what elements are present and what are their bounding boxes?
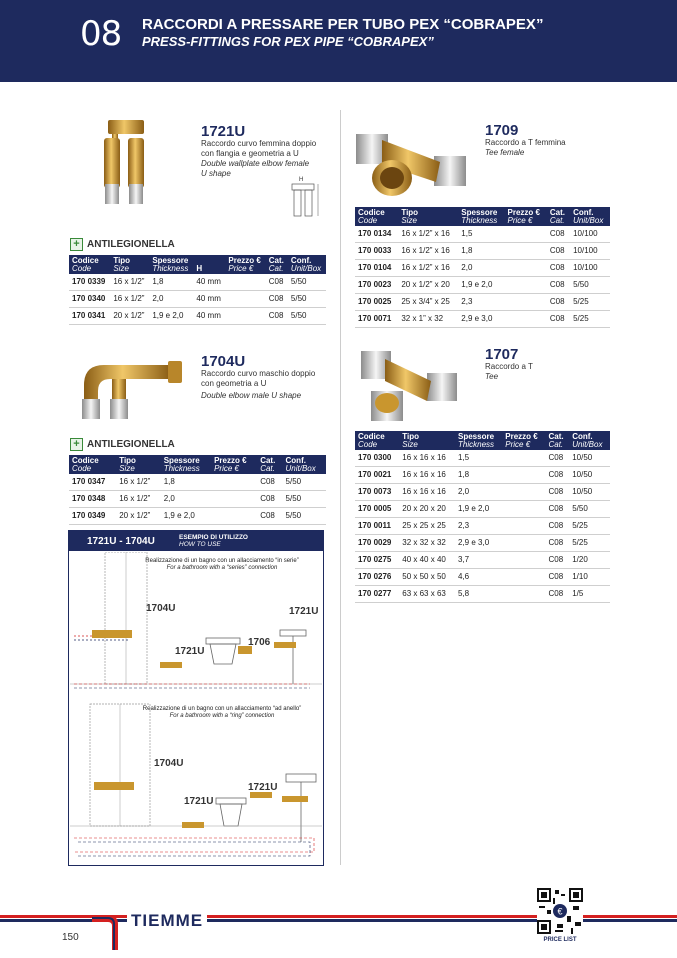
table-cell: 40 mm <box>193 291 225 308</box>
table-cell: C08 <box>547 260 570 277</box>
table-cell: 2,9 e 3,0 <box>458 311 504 328</box>
table-row <box>69 474 326 491</box>
table-row <box>355 450 610 467</box>
table-cell: C08 <box>266 291 288 308</box>
table-cell: 2,3 <box>455 518 502 535</box>
table-cell: 63 x 63 x 63 <box>399 586 455 603</box>
label-1704u-series: 1704U <box>146 603 176 614</box>
table-cell: 16 x 16 x 16 <box>399 450 455 467</box>
table-cell: C08 <box>257 508 282 525</box>
page-number: 150 <box>62 932 79 943</box>
label-1721u-ring-right: 1721U <box>248 782 278 793</box>
table-row <box>355 501 610 518</box>
table-cell: 170 0347 <box>69 474 116 491</box>
price-list-label: PRICE LIST <box>543 937 577 943</box>
table-cell: 170 0005 <box>355 501 399 518</box>
column-header-sublabel: Code <box>358 216 378 225</box>
table-cell: 25 x 3/4” x 25 <box>398 294 458 311</box>
table-cell: 170 0275 <box>355 552 399 569</box>
column-header <box>116 455 161 474</box>
table-cell: 5/50 <box>569 501 610 518</box>
column-header-label: Spessore <box>163 456 200 465</box>
usage-title-bar <box>69 531 323 551</box>
table-cell: 1,5 <box>458 226 504 243</box>
table-row <box>355 226 610 243</box>
table-1709 <box>355 207 610 328</box>
column-header-label: Conf. <box>572 432 593 441</box>
table-cell: 10/100 <box>570 260 610 277</box>
column-header-label: Conf. <box>573 208 594 217</box>
label-1706: 1706 <box>248 637 271 648</box>
table-1721u <box>69 255 326 325</box>
column-header-label: Spessore <box>461 208 498 217</box>
column-header-label: Tipo <box>119 456 136 465</box>
table-cell <box>211 508 257 525</box>
column-header-label: Cat. <box>548 432 564 441</box>
table-cell: C08 <box>257 491 282 508</box>
column-header-sublabel: Unit/Box <box>285 464 316 473</box>
table-cell: 1,9 e 2,0 <box>149 308 193 325</box>
table-row <box>355 311 610 328</box>
table-row <box>355 535 610 552</box>
label-1721u-ring-left: 1721U <box>184 796 214 807</box>
table-cell: 10/100 <box>570 243 610 260</box>
table-cell: 16 x 16 x 16 <box>399 484 455 501</box>
column-header <box>149 255 193 274</box>
table-cell: 50 x 50 x 50 <box>399 569 455 586</box>
table-cell <box>502 569 545 586</box>
table-cell: C08 <box>545 450 569 467</box>
column-header-sublabel: Thickness <box>163 464 200 473</box>
table-cell: 170 0341 <box>69 308 110 325</box>
product-title-1707: 1707 <box>485 346 519 363</box>
column-header <box>266 255 288 274</box>
column-header <box>502 431 545 450</box>
column-header-sublabel: Code <box>358 440 378 449</box>
table-cell: 20 x 1/2” <box>110 308 149 325</box>
table-cell: 40 x 40 x 40 <box>399 552 455 569</box>
product-desc-1721u <box>201 139 316 179</box>
column-header-label: Codice <box>72 256 99 265</box>
table-cell: 1,8 <box>149 274 193 291</box>
column-divider <box>340 110 341 865</box>
table-cell: 5/50 <box>288 291 326 308</box>
desc-it: Raccordo a T femmina <box>485 138 566 147</box>
table-cell <box>502 484 545 501</box>
column-header-sublabel: Code <box>72 464 92 473</box>
dimension-drawing-1721u <box>282 174 324 220</box>
table-cell: 170 0033 <box>355 243 398 260</box>
column-header-sublabel: Unit/Box <box>573 216 604 225</box>
table-cell <box>502 501 545 518</box>
product-image-1721u <box>90 118 180 208</box>
table-cell: 16 x 1/2” <box>110 274 149 291</box>
page-header <box>0 0 677 82</box>
caption-series-en: For a bathroom with a “series” connection <box>166 565 278 571</box>
table-cell: 170 0340 <box>69 291 110 308</box>
desc-en-line1: Double wallplate elbow female <box>201 159 310 168</box>
table-cell: 170 0021 <box>355 467 399 484</box>
product-desc-1704u <box>201 369 315 401</box>
column-header <box>257 455 282 474</box>
table-cell: 5/50 <box>283 508 326 525</box>
table-cell: 2,9 e 3,0 <box>455 535 502 552</box>
title-italian: RACCORDI A PRESSARE PER TUBO PEX “COBRAPEX” <box>142 16 544 33</box>
table-cell: 170 0349 <box>69 508 116 525</box>
column-header-label: Prezzo € <box>228 256 261 265</box>
table-cell: 170 0348 <box>69 491 116 508</box>
table-cell: 16 x 1/2” <box>110 291 149 308</box>
table-cell: C08 <box>545 586 569 603</box>
product-title-1721u: 1721U <box>201 123 246 140</box>
column-header-label: Tipo <box>401 208 419 217</box>
svg-text:€: € <box>557 906 563 917</box>
column-header-label: Tipo <box>113 256 131 265</box>
table-cell: C08 <box>545 518 569 535</box>
column-header <box>399 431 455 450</box>
table-row <box>355 518 610 535</box>
table-cell: 10/50 <box>569 484 610 501</box>
table-cell: 1/20 <box>569 552 610 569</box>
table-cell: 1/5 <box>569 586 610 603</box>
column-header <box>455 431 502 450</box>
plus-icon: + <box>70 238 83 251</box>
table-1704u <box>69 455 326 525</box>
column-header-label: Cat. <box>268 256 284 265</box>
column-header-sublabel: Unit/Box <box>572 440 603 449</box>
column-header-sublabel: Price € <box>507 216 533 225</box>
desc-it-line1: Raccordo curvo femmina doppio <box>201 139 317 148</box>
product-desc-1707 <box>485 362 533 382</box>
table-cell: 170 0300 <box>355 450 399 467</box>
product-title-1709: 1709 <box>485 122 519 139</box>
column-header-label: Spessore <box>458 432 495 441</box>
table-cell: 16 x 1/2” x 16 <box>398 260 458 277</box>
table-cell: 2,0 <box>161 491 211 508</box>
table-cell: 10/50 <box>569 467 610 484</box>
column-header-sublabel: Unit/Box <box>290 264 322 273</box>
column-header <box>110 255 149 274</box>
column-header-label: Codice <box>358 432 385 441</box>
table-cell: 1,5 <box>455 450 502 467</box>
table-cell: 5/50 <box>570 277 610 294</box>
product-image-1704u <box>70 345 190 423</box>
table-row <box>355 467 610 484</box>
table-cell: 10/100 <box>570 226 610 243</box>
column-header <box>211 455 257 474</box>
table-cell: C08 <box>547 311 570 328</box>
table-cell: 16 x 1/2” <box>116 491 161 508</box>
column-header-label: Prezzo € <box>507 208 540 217</box>
table-cell: 5/25 <box>569 535 610 552</box>
table-cell <box>502 518 545 535</box>
table-cell: C08 <box>257 474 282 491</box>
table-cell <box>505 243 547 260</box>
label-1704u-ring: 1704U <box>154 758 184 769</box>
table-cell: C08 <box>547 294 570 311</box>
table-row <box>355 294 610 311</box>
table-cell: 5/50 <box>283 491 326 508</box>
usage-title-en: HOW TO USE <box>179 541 221 548</box>
caption-series-it: Realizzazione di un bagno con un allacciamento “in serie” <box>145 558 299 564</box>
product-image-1707 <box>355 345 467 427</box>
logo-swoosh-icon <box>92 914 126 950</box>
table-cell: 170 0277 <box>355 586 399 603</box>
column-header <box>225 255 265 274</box>
table-cell: C08 <box>547 243 570 260</box>
desc-en-line2: U shape <box>201 169 231 178</box>
desc-it: Raccordo a T <box>485 362 533 371</box>
table-cell: C08 <box>547 226 570 243</box>
column-header-sublabel: Price € <box>505 440 531 449</box>
table-cell: C08 <box>545 569 569 586</box>
column-header-sublabel: Thickness <box>458 440 495 449</box>
table-row <box>355 586 610 603</box>
table-cell: 40 mm <box>193 274 225 291</box>
antilegionella-label: ANTILEGIONELLA <box>87 439 175 450</box>
table-cell: 170 0276 <box>355 569 399 586</box>
table-cell: 16 x 16 x 16 <box>399 467 455 484</box>
table-cell: 5,8 <box>455 586 502 603</box>
table-cell: 20 x 1/2” x 20 <box>398 277 458 294</box>
desc-en: Tee <box>485 372 499 381</box>
column-header <box>547 207 570 226</box>
table-cell: 170 0071 <box>355 311 398 328</box>
table-row <box>355 243 610 260</box>
column-header-label: Conf. <box>290 256 312 265</box>
table-cell <box>505 260 547 277</box>
column-header-label: Prezzo € <box>505 432 538 441</box>
dim-label-h: H <box>299 177 304 183</box>
table-cell: C08 <box>545 484 569 501</box>
table-cell: 5/50 <box>283 474 326 491</box>
table-cell: 170 0011 <box>355 518 399 535</box>
column-header-sublabel: Cat. <box>268 264 284 273</box>
column-header-sublabel: Size <box>402 440 418 449</box>
table-cell <box>211 491 257 508</box>
column-header-sublabel: Cat. <box>548 440 564 449</box>
column-header <box>398 207 458 226</box>
table-cell: C08 <box>266 274 288 291</box>
column-header-sublabel: Price € <box>228 264 254 273</box>
brand-logo: TIEMME <box>127 911 207 931</box>
label-1721u-series-right: 1721U <box>289 606 319 617</box>
table-cell: 16 x 1/2” x 16 <box>398 226 458 243</box>
table-row <box>69 308 326 325</box>
table-cell <box>505 226 547 243</box>
table-cell: 2,0 <box>149 291 193 308</box>
column-header <box>288 255 326 274</box>
desc-it-line1: Raccordo curvo maschio doppio <box>201 369 316 378</box>
table-cell: 1,9 e 2,0 <box>458 277 504 294</box>
column-header <box>69 455 116 474</box>
table-cell: 5/50 <box>288 308 326 325</box>
table-cell <box>505 294 547 311</box>
table-cell <box>225 274 265 291</box>
table-cell: 16 x 1/2” <box>116 474 161 491</box>
table-cell: 170 0029 <box>355 535 399 552</box>
table-cell: 10/50 <box>569 450 610 467</box>
table-row <box>355 569 610 586</box>
product-image-1709 <box>352 112 470 204</box>
table-cell: 2,0 <box>458 260 504 277</box>
table-cell <box>502 552 545 569</box>
table-cell: 3,7 <box>455 552 502 569</box>
table-cell: C08 <box>545 467 569 484</box>
table-row <box>355 260 610 277</box>
diagram-series-connection <box>70 552 322 700</box>
table-cell: 2,3 <box>458 294 504 311</box>
plus-icon: + <box>70 438 83 451</box>
column-header-sublabel: Cat. <box>549 216 565 225</box>
product-desc-1709 <box>485 138 566 158</box>
column-header-label: Cat. <box>549 208 565 217</box>
table-cell <box>502 467 545 484</box>
table-cell: C08 <box>545 535 569 552</box>
column-header <box>161 455 211 474</box>
product-title-1704u: 1704U <box>201 353 246 370</box>
column-header <box>569 431 610 450</box>
table-cell: 1,9 e 2,0 <box>161 508 211 525</box>
desc-en-line1: Double elbow male U shape <box>201 391 302 400</box>
table-cell <box>505 311 547 328</box>
table-row <box>355 484 610 501</box>
table-cell: 170 0104 <box>355 260 398 277</box>
table-cell: C08 <box>547 277 570 294</box>
diagram-ring-connection <box>70 702 322 862</box>
table-cell <box>225 291 265 308</box>
column-header-label: Tipo <box>402 432 419 441</box>
table-cell: 32 x 32 x 32 <box>399 535 455 552</box>
table-row <box>69 491 326 508</box>
column-header-sublabel: Size <box>119 464 135 473</box>
usage-title <box>179 534 248 548</box>
antilegionella-label: ANTILEGIONELLA <box>87 239 175 250</box>
table-cell: 2,0 <box>455 484 502 501</box>
antilegionella-1704u <box>70 438 175 451</box>
caption-ring-en: For a bathroom with a “ring” connection <box>169 713 275 719</box>
label-1721u-series-left: 1721U <box>175 646 205 657</box>
table-cell: 5/25 <box>570 311 610 328</box>
table-cell: C08 <box>545 552 569 569</box>
column-header <box>545 431 569 450</box>
column-header-label: H <box>196 264 203 273</box>
table-cell: C08 <box>545 501 569 518</box>
column-header-sublabel: Size <box>113 264 129 273</box>
table-cell: 1,8 <box>458 243 504 260</box>
column-header-sublabel: Price € <box>214 464 239 473</box>
column-header-sublabel: Size <box>401 216 417 225</box>
table-cell: 16 x 1/2” x 16 <box>398 243 458 260</box>
qr-code-icon[interactable] <box>537 888 583 934</box>
table-cell: 170 0023 <box>355 277 398 294</box>
table-cell <box>502 450 545 467</box>
table-cell: 170 0339 <box>69 274 110 291</box>
column-header-label: Codice <box>358 208 385 217</box>
table-cell: 20 x 1/2” <box>116 508 161 525</box>
section-number: 08 <box>80 14 122 54</box>
table-cell: 4,6 <box>455 569 502 586</box>
column-header <box>505 207 547 226</box>
table-cell: 1/10 <box>569 569 610 586</box>
table-cell: 5/25 <box>570 294 610 311</box>
column-header <box>570 207 610 226</box>
usage-codes: 1721U - 1704U <box>87 535 155 547</box>
desc-it-line2: con geometria a U <box>201 379 267 388</box>
column-header-label: Spessore <box>152 256 189 265</box>
column-header-label: Codice <box>72 456 99 465</box>
table-cell: 1,9 e 2,0 <box>455 501 502 518</box>
usage-title-it: ESEMPIO DI UTILIZZO <box>179 534 248 541</box>
table-row <box>355 552 610 569</box>
antilegionella-1721u <box>70 238 175 251</box>
table-cell: 40 mm <box>193 308 225 325</box>
column-header <box>283 455 326 474</box>
table-cell <box>505 277 547 294</box>
desc-en: Tee female <box>485 148 525 157</box>
column-header-label: Conf. <box>285 456 306 465</box>
column-header <box>355 207 398 226</box>
table-cell: 170 0025 <box>355 294 398 311</box>
table-cell <box>502 586 545 603</box>
table-cell <box>225 308 265 325</box>
table-row <box>69 291 326 308</box>
title-english: PRESS-FITTINGS FOR PEX PIPE “COBRAPEX” <box>142 34 434 49</box>
table-1707 <box>355 431 610 603</box>
column-header-sublabel: Thickness <box>152 264 189 273</box>
desc-it-line2: con flangia e geometria a U <box>201 149 299 158</box>
column-header <box>193 255 225 274</box>
column-header <box>69 255 110 274</box>
table-cell: 25 x 25 x 25 <box>399 518 455 535</box>
column-header-label: Cat. <box>260 456 276 465</box>
column-header-sublabel: Cat. <box>260 464 275 473</box>
table-cell: 170 0134 <box>355 226 398 243</box>
table-row <box>355 277 610 294</box>
table-cell <box>502 535 545 552</box>
table-cell: 20 x 20 x 20 <box>399 501 455 518</box>
column-header <box>355 431 399 450</box>
table-cell: C08 <box>266 308 288 325</box>
caption-ring-it: Realizzazione di un bagno con un allacciamento “ad anello” <box>142 706 302 712</box>
table-cell <box>211 474 257 491</box>
table-row <box>69 274 326 291</box>
table-cell: 32 x 1” x 32 <box>398 311 458 328</box>
table-cell: 1,8 <box>161 474 211 491</box>
table-cell: 170 0073 <box>355 484 399 501</box>
table-cell: 5/50 <box>288 274 326 291</box>
table-cell: 5/25 <box>569 518 610 535</box>
column-header-sublabel: Thickness <box>461 216 498 225</box>
table-cell: 1,8 <box>455 467 502 484</box>
column-header <box>458 207 504 226</box>
column-header-sublabel: Code <box>72 264 92 273</box>
column-header-label: Prezzo € <box>214 456 247 465</box>
table-row <box>69 508 326 525</box>
